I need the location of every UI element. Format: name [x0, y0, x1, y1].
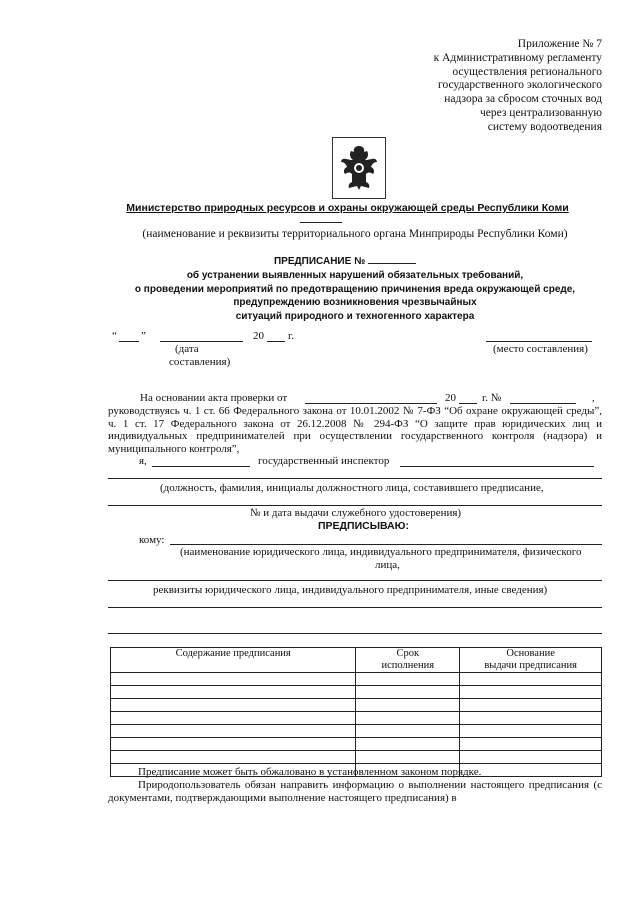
- table-row: [111, 751, 602, 764]
- table-row: [111, 725, 602, 738]
- quote-close: ”: [141, 330, 146, 342]
- basis-year-blank: [459, 403, 477, 404]
- subtitle-line: предупреждению возникновения чрезвычайных: [233, 297, 477, 309]
- subtitle-line: ситуаций природного и техногенного характера: [235, 310, 475, 322]
- coat-of-arms-icon: [332, 137, 386, 199]
- document-subtitle: [70, 269, 640, 323]
- appendix-line: систему водоотведения: [487, 120, 602, 133]
- basis-no: г. №: [482, 392, 502, 404]
- basis-comma: ,: [592, 392, 595, 404]
- basis-year: 20: [445, 392, 456, 404]
- number-blank: [368, 263, 416, 264]
- ministry-note: (наименование и реквизиты территориального органа Минприроды Республики Коми): [142, 228, 568, 240]
- law-text: руководствуясь ч. 1 ст. 66 Федерального закона от 10.01.2002 № 7-ФЗ “Об охране окружающей среды”, ч. 1 ст. 17 Федерального закона от 26.12.2008 № 294-ФЗ “О защите прав юридических лиц и индивидуальных предпринимателей при осуществлении государственного контроля (надзора) и муниципального контроля”,: [108, 405, 602, 455]
- ministry-name: Министерство природных ресурсов и охраны окружающей среды Республики Коми: [126, 202, 569, 214]
- appendix-block: [342, 38, 602, 135]
- table-header-row: [111, 648, 602, 673]
- prescription-table: [110, 647, 602, 777]
- year-prefix: 20: [253, 330, 264, 342]
- subtitle-line: об устранении выявленных нарушений обязательных требований,: [186, 270, 524, 281]
- basis-prefix: На основании акта проверки от: [140, 392, 288, 404]
- year-suffix: г.: [288, 330, 295, 342]
- act-number-blank: [510, 403, 576, 404]
- inspector-name-blank: [152, 466, 250, 467]
- table-row: [111, 686, 602, 699]
- place-label: (место составления): [493, 343, 588, 355]
- appendix-line: осуществления регионального: [452, 65, 602, 78]
- document-title: [60, 255, 630, 269]
- official-line: [108, 478, 602, 479]
- quote-open: “: [112, 330, 117, 342]
- place-blank: [486, 341, 592, 342]
- month-blank: [160, 341, 243, 342]
- separator: [300, 222, 342, 223]
- table-header-content: Содержание предписания: [111, 648, 356, 673]
- i-label: я,: [139, 455, 147, 467]
- order-heading: ПРЕДПИСЫВАЮ:: [318, 520, 409, 532]
- appeal-text: Предписание может быть обжаловано в установленном законом порядке.: [138, 766, 482, 778]
- inspector-title: государственный инспектор: [258, 455, 390, 467]
- appendix-line: государственного экологического: [438, 79, 602, 92]
- entity-line: [108, 580, 602, 581]
- obligation-text: Природопользователь обязан направить информацию о выполнении настоящего предписания (с документами, подтверждающими выполнение настоящего предписания) в: [108, 779, 602, 804]
- official-note: (должность, фамилия, инициалы должностного лица, составившего предписание,: [160, 482, 544, 494]
- entity-note-2: лица,: [375, 559, 400, 571]
- day-blank: [119, 341, 139, 342]
- table-row: [111, 738, 602, 751]
- subtitle-line: о проведении мероприятий по предотвращению причинения вреда окружающей среде,: [134, 283, 576, 295]
- table-row: [111, 673, 602, 686]
- cert-note: № и дата выдачи служебного удостоверения): [250, 507, 462, 519]
- recipient-blank: [170, 544, 602, 545]
- table-header-basis: Основание выдачи предписания: [460, 648, 602, 673]
- inspector-extra-blank: [400, 466, 594, 467]
- title-text: ПРЕДПИСАНИЕ №: [273, 256, 366, 267]
- cert-line: [108, 505, 602, 506]
- appendix-line: к Административному регламенту: [433, 51, 602, 64]
- appendix-line: надзора за сбросом сточных вод: [444, 93, 602, 106]
- date-label-1: (дата: [175, 343, 199, 355]
- to-label: кому:: [139, 534, 165, 546]
- entity-note-1: (наименование юридического лица, индивидуального предпринимателя, физического: [180, 546, 582, 558]
- date-label-2: составления): [169, 356, 231, 368]
- table-row: [111, 712, 602, 725]
- requisites-note: реквизиты юридического лица, индивидуального предпринимателя, иные сведения): [153, 584, 548, 596]
- blank-line-1: [108, 607, 602, 608]
- table-row: [111, 699, 602, 712]
- blank-line-2: [108, 633, 602, 634]
- act-date-blank: [305, 403, 437, 404]
- year-blank: [267, 341, 285, 342]
- appendix-line: через централизованную: [480, 106, 602, 119]
- appendix-line: Приложение № 7: [517, 38, 602, 50]
- table-header-deadline: Срок исполнения: [356, 648, 460, 673]
